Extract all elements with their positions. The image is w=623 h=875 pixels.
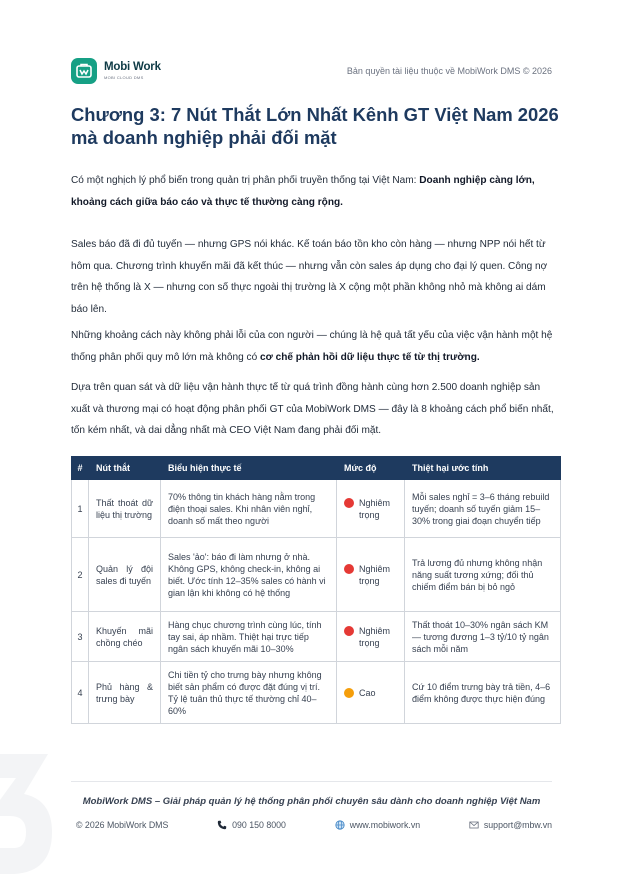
intro-bold: Doanh nghiệp càng lớn, khoảng cách giữa báo cáo và thực tế thường càng rộng. (71, 175, 535, 208)
intro-paragraph (71, 170, 554, 213)
footer-email[interactable] (469, 820, 552, 830)
row-number: 1 (72, 480, 89, 538)
row-bottleneck: Khuyến mãi chồng chéo (89, 612, 161, 662)
row-number: 3 (72, 612, 89, 662)
severity-dot-icon (344, 688, 354, 698)
cause-paragraph (71, 325, 554, 368)
header-damage: Thiệt hại ước tính (405, 457, 561, 480)
page-header (71, 53, 552, 89)
severity-label: Nghiêm trọng (359, 625, 391, 648)
phone-number: 090 150 8000 (232, 820, 286, 830)
row-severity (337, 538, 405, 612)
cause-text: Những khoảng cách này không phải lỗi của con người — chúng là hệ quả tất yếu của việc vận hành một hệ thống phân phối quy mô lớn mà không có (71, 330, 553, 363)
bottlenecks-table (71, 456, 561, 724)
table-row (72, 538, 561, 612)
mobiwork-logo-icon (71, 58, 97, 84)
row-number: 2 (72, 538, 89, 612)
row-severity (337, 662, 405, 724)
mail-icon (469, 820, 479, 830)
severity-label: Nghiêm trọng (359, 497, 391, 520)
table-row (72, 480, 561, 538)
header-number: # (72, 457, 89, 480)
footer-phone[interactable] (217, 820, 286, 830)
gaps-text: Sales báo đã đi đủ tuyến — nhưng GPS nói khác. Kế toán báo tồn kho còn hàng — nhưng NPP nói hết từ hôm qua. Chương trình khuyến mãi đã kết thúc — nhưng vẫn còn sales áp dụng cho đại lý quen. Công nợ trên hệ thống là X — nhưng con số thực ngoài thị trường là X cộng một phần không nhỏ mà không ai dám báo lên. (71, 239, 548, 315)
title-line-1: Chương 3: 7 Nút Thắt Lớn Nhất Kênh GT Việt Nam 2026 (71, 104, 559, 125)
severity-dot-icon (344, 626, 354, 636)
row-symptom: 70% thông tin khách hàng nằm trong điện thoại sales. Khi nhân viên nghỉ, doanh số mất theo người (161, 480, 337, 538)
row-symptom: Chi tiền tỷ cho trưng bày nhưng không biết sản phẩm có được đặt đúng vị trí. Tỷ lệ tuân thủ thực tế thường chỉ 40–60% (161, 662, 337, 724)
header-severity: Mức độ (337, 457, 405, 480)
logo-tagline: MOBI CLOUD DMS (104, 74, 144, 80)
severity-label: Cao (359, 687, 376, 698)
row-severity (337, 612, 405, 662)
summary-paragraph (71, 377, 554, 442)
globe-icon (335, 820, 345, 830)
table-row (72, 662, 561, 724)
row-damage: Cứ 10 điểm trưng bày trả tiền, 4–6 điểm không được thực hiện đúng (405, 662, 561, 724)
row-damage: Trả lương đủ nhưng không nhận năng suất tương xứng; đối thủ chiếm điểm bán bị bỏ ngỏ (405, 538, 561, 612)
row-symptom: Sales 'ảo': báo đi làm nhưng ở nhà. Không GPS, không check-in, không ai biết. Ước tính 12–35% sales có hành vi gian lận khi không có hệ thống (161, 538, 337, 612)
website-link: www.mobiwork.vn (349, 820, 421, 830)
number-3-watermark (0, 742, 60, 875)
row-damage: Mỗi sales nghỉ = 3–6 tháng rebuild tuyến; doanh số tuyến giảm 15–30% trong giai đoạn chuyển tiếp (405, 480, 561, 538)
row-number: 4 (72, 662, 89, 724)
severity-dot-icon (344, 498, 354, 508)
chapter-title (71, 103, 561, 149)
severity-label: Nghiêm trọng (359, 563, 391, 586)
brand-logo[interactable] (71, 58, 161, 84)
email-link: support@mbw.vn (483, 820, 552, 830)
footer-tagline: MobiWork DMS – Giải pháp quản lý hệ thống phân phối chuyên sâu dành cho doanh nghiệp Việt Nam (82, 796, 541, 807)
row-bottleneck: Phủ hàng & trưng bày (89, 662, 161, 724)
footer-copyright (76, 820, 168, 830)
footer-divider (71, 781, 552, 782)
phone-icon (217, 820, 227, 830)
table-row (72, 612, 561, 662)
footer-contacts (76, 820, 552, 830)
intro-text: Có một nghịch lý phổ biến trong quản trị phân phối truyền thống tại Việt Nam: (71, 175, 420, 186)
footer-copyright-text: © 2026 MobiWork DMS (76, 820, 169, 830)
table-header-row (72, 457, 561, 480)
header-bottleneck: Nút thắt (89, 457, 161, 480)
header-symptom: Biểu hiện thực tế (161, 457, 337, 480)
row-bottleneck: Thất thoát dữ liệu thị trường (89, 480, 161, 538)
row-bottleneck: Quản lý đội sales đi tuyến (89, 538, 161, 612)
summary-text: Dựa trên quan sát và dữ liệu vận hành thực tế từ quá trình đồng hành cùng hơn 2.500 doanh nghiệp sản xuất và thương mại có hoạt động phân phối GT của MobiWork DMS — đây là 8 khoảng cách phổ biến nhất, tốn kém nhất, và dai dẳng nhất mà CEO Việt Nam đang phải đối mặt. (71, 382, 554, 436)
footer-website[interactable] (335, 820, 420, 830)
logo-name: Mobi Work (104, 61, 161, 74)
severity-dot-icon (344, 564, 354, 574)
header-copyright: Bản quyền tài liệu thuộc về MobiWork DMS © 2026 (346, 66, 552, 76)
row-symptom: Hàng chục chương trình cùng lúc, tính tay sai, áp nhầm. Thiệt hại trực tiếp ngân sách khuyến mãi 10–30% (161, 612, 337, 662)
cause-bold: cơ chế phản hồi dữ liệu thực tế từ thị trường. (260, 351, 480, 363)
row-severity (337, 480, 405, 538)
title-line-2: mà doanh nghiệp phải đối mặt (71, 127, 337, 148)
gaps-paragraph (71, 234, 554, 320)
row-damage: Thất thoát 10–30% ngân sách KM — tương đương 1–3 tỷ/10 tỷ ngân sách mỗi năm (405, 612, 561, 662)
